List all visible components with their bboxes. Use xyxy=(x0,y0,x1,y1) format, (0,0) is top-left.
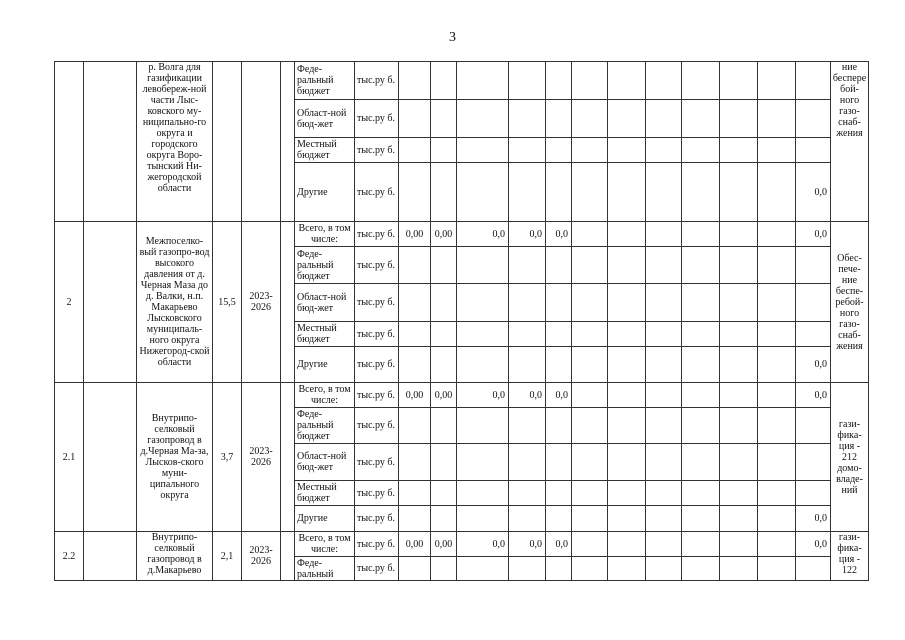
empty-cell xyxy=(646,284,682,322)
value-cell xyxy=(796,557,831,581)
empty-cell xyxy=(572,557,608,581)
value-cell xyxy=(399,408,431,444)
table-row xyxy=(55,383,869,408)
value-cell xyxy=(457,247,509,284)
value-cell xyxy=(509,506,546,532)
value-cell xyxy=(457,347,509,383)
funding-source: Всего, в том числе: xyxy=(295,383,355,408)
value-cell xyxy=(431,557,457,581)
unit: тыс.ру б. xyxy=(355,62,399,100)
implementation-period: 2023-2026 xyxy=(242,222,281,383)
empty-cell xyxy=(572,138,608,163)
value-cell xyxy=(457,444,509,481)
value-cell xyxy=(509,481,546,506)
pipeline-length: 3,7 xyxy=(213,383,242,532)
empty-cell xyxy=(608,506,646,532)
empty-cell xyxy=(720,222,758,247)
empty-cell xyxy=(646,322,682,347)
table-body xyxy=(55,62,869,581)
empty-cell xyxy=(646,100,682,138)
value-cell xyxy=(457,62,509,100)
empty-cell xyxy=(758,138,796,163)
empty-cell xyxy=(720,284,758,322)
implementation-period: 2023-2026 xyxy=(242,532,281,581)
empty-cell xyxy=(720,481,758,506)
empty-cell xyxy=(608,444,646,481)
empty-cell xyxy=(646,247,682,284)
funding-source: Другие xyxy=(295,506,355,532)
value-cell xyxy=(796,322,831,347)
empty-cell xyxy=(758,408,796,444)
expected-result: Обес-пече-ние беспе-ребой-ного газо-снаб-жения xyxy=(831,222,869,383)
empty-cell xyxy=(608,62,646,100)
value-cell xyxy=(431,481,457,506)
empty-cell xyxy=(646,222,682,247)
value-cell xyxy=(457,163,509,222)
empty-cell xyxy=(720,138,758,163)
value-cell xyxy=(509,557,546,581)
object-name: Внутрипо-селковый газопровод в д.Макарьево xyxy=(137,532,213,581)
value-cell xyxy=(457,481,509,506)
funding-source: Област-ной бюд-жет xyxy=(295,444,355,481)
empty-cell xyxy=(720,62,758,100)
implementation-period: 2023-2026 xyxy=(242,383,281,532)
value-cell: 0,0 xyxy=(457,222,509,247)
item-number: 2.2 xyxy=(55,532,84,581)
empty-cell xyxy=(646,347,682,383)
empty-cell xyxy=(646,62,682,100)
empty-cell xyxy=(646,506,682,532)
value-cell xyxy=(546,322,572,347)
empty-cell xyxy=(281,222,295,383)
value-cell xyxy=(546,138,572,163)
value-cell xyxy=(509,138,546,163)
expected-result: гази-фика-ция - 212 домо-владе-ний xyxy=(831,383,869,532)
value-cell: 0,0 xyxy=(546,532,572,557)
value-cell: 0,00 xyxy=(399,532,431,557)
value-cell xyxy=(796,62,831,100)
funding-source: Местный бюджет xyxy=(295,481,355,506)
value-cell xyxy=(431,322,457,347)
value-cell xyxy=(546,163,572,222)
unit: тыс.ру б. xyxy=(355,347,399,383)
value-cell xyxy=(399,247,431,284)
empty-cell xyxy=(758,383,796,408)
empty-cell xyxy=(608,408,646,444)
unit: тыс.ру б. xyxy=(355,557,399,581)
empty-cell xyxy=(682,138,720,163)
value-cell xyxy=(796,284,831,322)
value-cell xyxy=(546,62,572,100)
value-cell xyxy=(431,100,457,138)
empty-cell xyxy=(682,506,720,532)
value-cell: 0,0 xyxy=(546,383,572,408)
item-number: 2.1 xyxy=(55,383,84,532)
empty-cell xyxy=(572,506,608,532)
empty-cell xyxy=(572,408,608,444)
empty-cell xyxy=(682,163,720,222)
value-cell xyxy=(796,247,831,284)
empty-cell xyxy=(572,322,608,347)
value-cell xyxy=(509,347,546,383)
empty-cell xyxy=(608,163,646,222)
unit: тыс.ру б. xyxy=(355,532,399,557)
object-name: р. Волга для газификации левобереж-ной части Лыс-ковского му-ниципально-го округа и городского округа Воро-тынский Ни-жегородской области xyxy=(137,62,213,222)
empty-cell xyxy=(720,247,758,284)
empty-cell xyxy=(572,383,608,408)
empty-cell xyxy=(758,284,796,322)
empty-cell xyxy=(572,100,608,138)
expected-result: гази-фика-ция - 122 xyxy=(831,532,869,581)
empty-cell xyxy=(758,62,796,100)
value-cell: 0,00 xyxy=(431,532,457,557)
funding-source: Феде-ральный xyxy=(295,557,355,581)
empty-cell xyxy=(608,481,646,506)
empty-cell xyxy=(608,322,646,347)
value-cell: 0,0 xyxy=(796,506,831,532)
value-cell: 0,0 xyxy=(796,532,831,557)
empty-cell xyxy=(572,347,608,383)
implementation-period xyxy=(242,62,281,222)
value-cell xyxy=(546,247,572,284)
empty-cell xyxy=(758,481,796,506)
value-cell xyxy=(457,322,509,347)
value-cell xyxy=(431,408,457,444)
object-name: Межпоселко-вый газопро-вод высокого давления от д. Черная Маза до д. Валки, н.п. Макарьево Лысковского муниципаль-ного округа Нижегород-ской области xyxy=(137,222,213,383)
funding-source: Всего, в том числе: xyxy=(295,222,355,247)
value-cell xyxy=(399,481,431,506)
funding-source: Феде-ральный бюджет xyxy=(295,408,355,444)
unit: тыс.ру б. xyxy=(355,444,399,481)
empty-cell xyxy=(646,444,682,481)
empty-cell xyxy=(758,100,796,138)
empty-cell xyxy=(84,383,137,532)
program-table xyxy=(54,61,869,581)
value-cell xyxy=(431,444,457,481)
empty-cell xyxy=(572,284,608,322)
empty-cell xyxy=(682,383,720,408)
empty-cell xyxy=(646,408,682,444)
value-cell xyxy=(399,557,431,581)
value-cell xyxy=(431,163,457,222)
empty-cell xyxy=(758,506,796,532)
value-cell xyxy=(399,100,431,138)
empty-cell xyxy=(572,163,608,222)
empty-cell xyxy=(720,408,758,444)
unit: тыс.ру б. xyxy=(355,100,399,138)
funding-source: Местный бюджет xyxy=(295,322,355,347)
item-number xyxy=(55,62,84,222)
value-cell xyxy=(796,100,831,138)
funding-source: Другие xyxy=(295,163,355,222)
value-cell xyxy=(399,506,431,532)
table-row xyxy=(55,62,869,100)
value-cell xyxy=(546,506,572,532)
unit: тыс.ру б. xyxy=(355,284,399,322)
empty-cell xyxy=(608,100,646,138)
value-cell xyxy=(399,163,431,222)
empty-cell xyxy=(572,62,608,100)
empty-cell xyxy=(682,222,720,247)
item-number: 2 xyxy=(55,222,84,383)
value-cell: 0,0 xyxy=(796,383,831,408)
value-cell: 0,0 xyxy=(546,222,572,247)
empty-cell xyxy=(608,222,646,247)
empty-cell xyxy=(758,444,796,481)
table-row xyxy=(55,222,869,247)
empty-cell xyxy=(758,247,796,284)
empty-cell xyxy=(758,222,796,247)
unit: тыс.ру б. xyxy=(355,163,399,222)
unit: тыс.ру б. xyxy=(355,222,399,247)
value-cell: 0,00 xyxy=(431,222,457,247)
value-cell xyxy=(399,138,431,163)
empty-cell xyxy=(682,532,720,557)
value-cell xyxy=(399,322,431,347)
empty-cell xyxy=(720,163,758,222)
empty-cell xyxy=(720,506,758,532)
value-cell xyxy=(796,138,831,163)
empty-cell xyxy=(608,284,646,322)
empty-cell xyxy=(682,408,720,444)
value-cell xyxy=(509,100,546,138)
empty-cell xyxy=(758,532,796,557)
funding-source: Другие xyxy=(295,347,355,383)
empty-cell xyxy=(281,383,295,532)
empty-cell xyxy=(682,322,720,347)
empty-cell xyxy=(608,532,646,557)
value-cell xyxy=(509,62,546,100)
empty-cell xyxy=(84,222,137,383)
empty-cell xyxy=(646,557,682,581)
value-cell xyxy=(796,444,831,481)
value-cell xyxy=(509,247,546,284)
empty-cell xyxy=(720,100,758,138)
value-cell xyxy=(399,444,431,481)
empty-cell xyxy=(281,532,295,581)
value-cell xyxy=(399,347,431,383)
empty-cell xyxy=(646,138,682,163)
value-cell xyxy=(509,408,546,444)
empty-cell xyxy=(608,138,646,163)
expected-result: ние бесперебой-ного газо-снаб-жения xyxy=(831,62,869,222)
value-cell: 0,0 xyxy=(457,532,509,557)
empty-cell xyxy=(646,532,682,557)
empty-cell xyxy=(608,247,646,284)
empty-cell xyxy=(720,557,758,581)
unit: тыс.ру б. xyxy=(355,247,399,284)
unit: тыс.ру б. xyxy=(355,322,399,347)
value-cell: 0,0 xyxy=(457,383,509,408)
empty-cell xyxy=(758,557,796,581)
value-cell: 0,0 xyxy=(796,347,831,383)
value-cell xyxy=(457,100,509,138)
value-cell xyxy=(546,557,572,581)
page-number: 3 xyxy=(449,30,456,45)
pipeline-length xyxy=(213,62,242,222)
value-cell xyxy=(509,322,546,347)
funding-source: Област-ной бюд-жет xyxy=(295,100,355,138)
funding-source: Феде-ральный бюджет xyxy=(295,62,355,100)
value-cell xyxy=(457,408,509,444)
empty-cell xyxy=(608,557,646,581)
value-cell: 0,0 xyxy=(509,383,546,408)
value-cell xyxy=(509,163,546,222)
empty-cell xyxy=(720,532,758,557)
empty-cell xyxy=(682,444,720,481)
unit: тыс.ру б. xyxy=(355,138,399,163)
value-cell xyxy=(546,444,572,481)
value-cell xyxy=(457,557,509,581)
value-cell: 0,00 xyxy=(399,222,431,247)
empty-cell xyxy=(758,163,796,222)
value-cell xyxy=(431,138,457,163)
funding-source: Област-ной бюд-жет xyxy=(295,284,355,322)
pipeline-length: 2,1 xyxy=(213,532,242,581)
empty-cell xyxy=(646,383,682,408)
value-cell xyxy=(546,347,572,383)
empty-cell xyxy=(646,481,682,506)
value-cell: 0,0 xyxy=(509,532,546,557)
empty-cell xyxy=(572,481,608,506)
empty-cell xyxy=(84,532,137,581)
value-cell xyxy=(431,247,457,284)
empty-cell xyxy=(720,322,758,347)
empty-cell xyxy=(682,62,720,100)
value-cell xyxy=(431,347,457,383)
unit: тыс.ру б. xyxy=(355,408,399,444)
empty-cell xyxy=(608,347,646,383)
value-cell xyxy=(546,408,572,444)
object-name: Внутрипо-селковый газопровод в д.Черная Ма-за, Лысков-ского муни-ципального округа xyxy=(137,383,213,532)
empty-cell xyxy=(682,100,720,138)
value-cell xyxy=(431,506,457,532)
value-cell xyxy=(546,284,572,322)
empty-cell xyxy=(572,444,608,481)
pipeline-length: 15,5 xyxy=(213,222,242,383)
empty-cell xyxy=(572,247,608,284)
value-cell: 0,0 xyxy=(796,222,831,247)
value-cell xyxy=(546,100,572,138)
value-cell: 0,0 xyxy=(796,163,831,222)
empty-cell xyxy=(84,62,137,222)
value-cell xyxy=(546,481,572,506)
empty-cell xyxy=(572,222,608,247)
funding-source: Всего, в том числе: xyxy=(295,532,355,557)
empty-cell xyxy=(608,383,646,408)
empty-cell xyxy=(758,347,796,383)
empty-cell xyxy=(720,444,758,481)
empty-cell xyxy=(720,347,758,383)
empty-cell xyxy=(682,481,720,506)
empty-cell xyxy=(281,62,295,222)
funding-source: Феде-ральный бюджет xyxy=(295,247,355,284)
unit: тыс.ру б. xyxy=(355,506,399,532)
empty-cell xyxy=(682,247,720,284)
value-cell xyxy=(796,408,831,444)
empty-cell xyxy=(758,322,796,347)
value-cell: 0,00 xyxy=(399,383,431,408)
value-cell xyxy=(399,62,431,100)
value-cell: 0,0 xyxy=(509,222,546,247)
value-cell xyxy=(431,284,457,322)
empty-cell xyxy=(682,557,720,581)
empty-cell xyxy=(572,532,608,557)
value-cell xyxy=(457,284,509,322)
value-cell xyxy=(509,444,546,481)
value-cell xyxy=(431,62,457,100)
value-cell xyxy=(796,481,831,506)
value-cell xyxy=(399,284,431,322)
empty-cell xyxy=(720,383,758,408)
empty-cell xyxy=(646,163,682,222)
empty-cell xyxy=(682,347,720,383)
unit: тыс.ру б. xyxy=(355,481,399,506)
value-cell: 0,00 xyxy=(431,383,457,408)
empty-cell xyxy=(682,284,720,322)
table-row xyxy=(55,532,869,557)
value-cell xyxy=(457,506,509,532)
value-cell xyxy=(457,138,509,163)
funding-source: Местный бюджет xyxy=(295,138,355,163)
value-cell xyxy=(509,284,546,322)
unit: тыс.ру б. xyxy=(355,383,399,408)
